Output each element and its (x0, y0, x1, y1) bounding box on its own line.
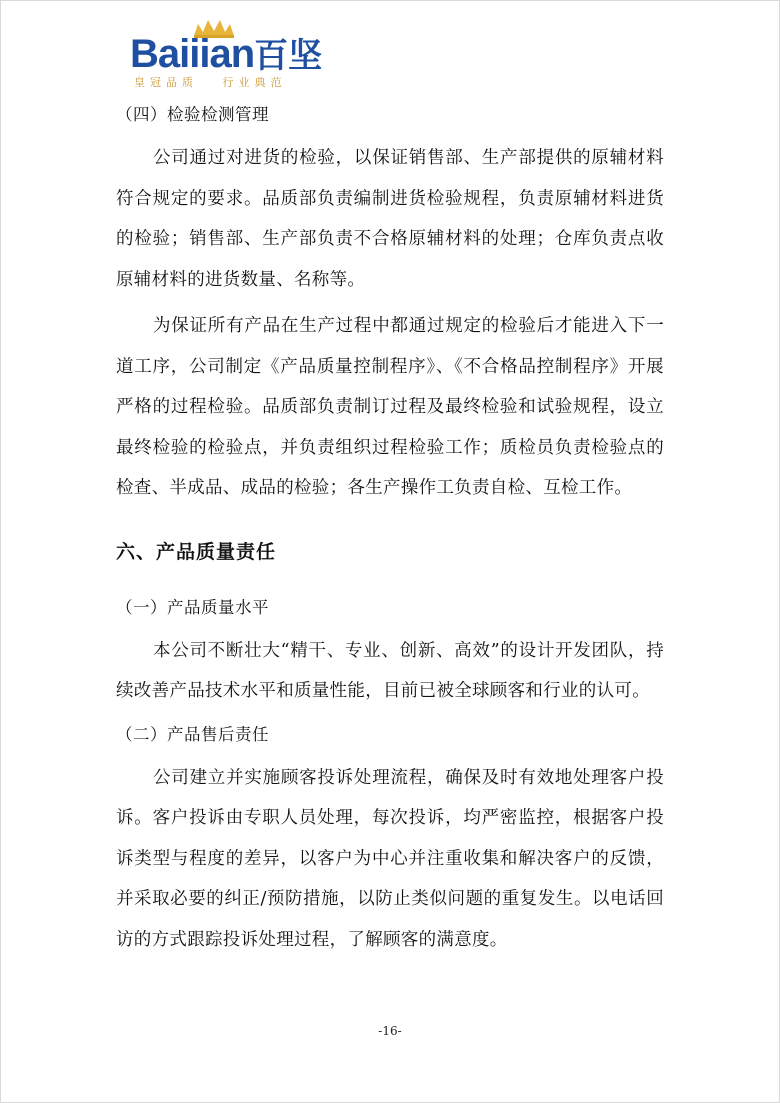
subheading-quality-level: （一）产品质量水平 (116, 597, 269, 617)
paragraph-quality-level: 本公司不断壮大“精干、专业、创新、高效”的设计开发团队，持续改善产品技术水平和质量性能，目前已被全球顾客和行业的认可。 (116, 640, 664, 701)
subheading-inspection-management: （四）检验检测管理 (116, 105, 269, 124)
page-number: -16- (378, 1024, 402, 1038)
logo-tagline-right: 行业典范 (222, 76, 287, 89)
company-logo (130, 14, 360, 90)
logo-tagline (134, 74, 303, 90)
paragraph-incoming-inspection: 公司通过对进货的检验，以保证销售部、生产部提供的原辅材料符合规定的要求。品质部负责编制进货检验规程，负责原辅材料进货的检验；销售部、生产部负责不合格原辅材料的处理；仓库负责点收原辅材料的进货数量、名称等。 (116, 148, 664, 290)
paragraph-after-sales: 公司建立并实施顾客投诉处理流程，确保及时有效地处理客户投诉。客户投诉由专职人员处理，每次投诉，均严密监控，根据客户投诉类型与程度的差异，以客户为中心并注重收集和解决客户的反馈，并采取必要的纠正/预防措施，以防止类似问题的重复发生。以电话回访的方式跟踪投诉处理过程，了解顾客的满意度。 (116, 767, 664, 950)
logo-wordmark: Baiiian百坚 (130, 32, 323, 76)
paragraph-process-inspection: 为保证所有产品在生产过程中都通过规定的检验后才能进入下一道工序，公司制定《产品质量控制程序》、《不合格品控制程序》开展严格的过程检验。品质部负责制订过程及最终检验和试验规程，设立最终检验的检验点，并负责组织过程检验工作；质检员负责检验点的检查、半成品、成品的检验；各生产操作工负责自检、互检工作。 (116, 316, 664, 498)
section-title-product-quality-responsibility: 六、产品质量责任 (116, 540, 277, 563)
subheading-after-sales: （二）产品售后责任 (116, 724, 269, 744)
logo-tagline-left: 皇冠品质 (134, 76, 198, 89)
document-body (116, 98, 664, 966)
logo-chinese-name: 百坚 (254, 36, 323, 76)
